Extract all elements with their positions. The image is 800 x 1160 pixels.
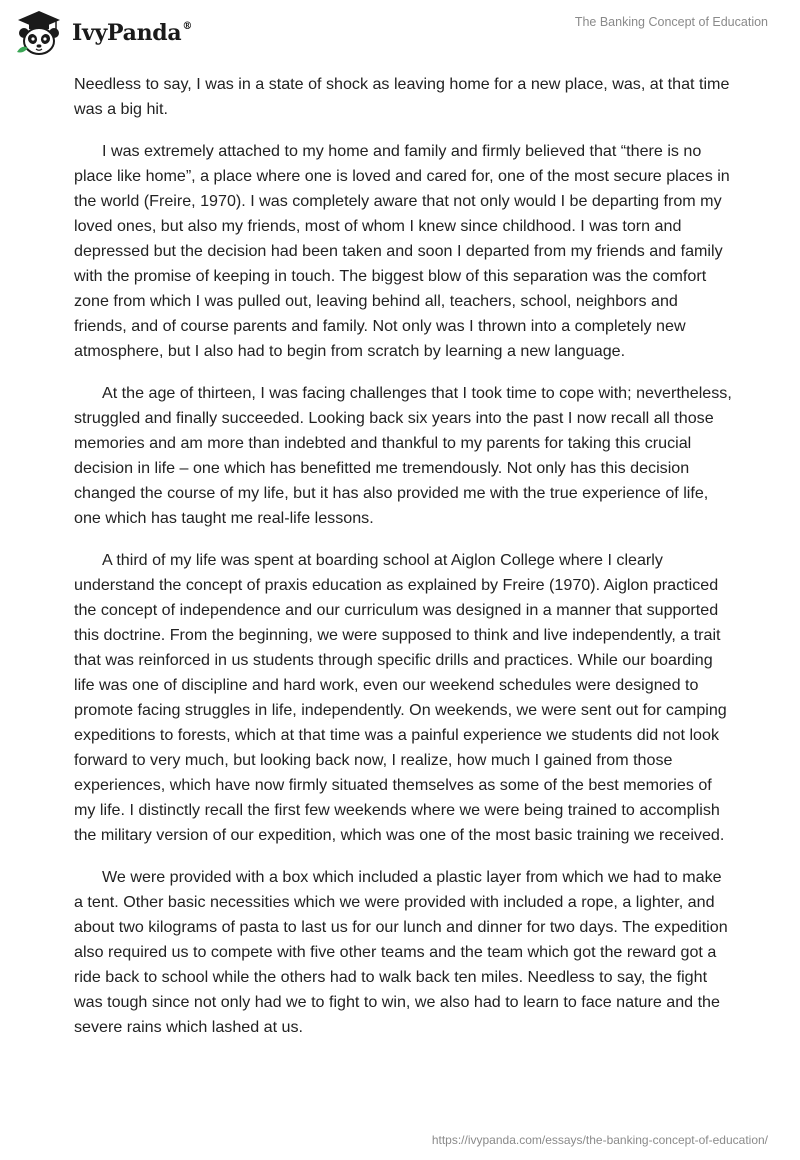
brand-name: IvyPanda® <box>72 20 193 46</box>
paragraph: Needless to say, I was in a state of shock as leaving home for a new place, was, at that time was a big hit. <box>74 75 730 118</box>
essay-body <box>74 72 734 1057</box>
logo[interactable] <box>14 8 192 58</box>
paragraph: A third of my life was spent at boarding school at Aiglon College where I clearly understand the concept of praxis education as explained by Freire (1970). Aiglon practiced the concept of independence and our curriculum was designed in a manner that supported this doctrine. From the beginning, we were supposed to think and live independently, a trait that was reinforced in us students through specific drills and practices. While our boarding life was one of discipline and hard work, even our weekend schedules were designed to promote facing struggles in life, independently. On weekends, we were sent out for camping expeditions to forests, which at that time was a painful experience we students did not look forward to very much, but looking back now, I realize, how much I gained from those experiences, which have now firmly situated themselves as some of the best memories of my life. I distinctly recall the first few weekends where we were being trained to accomplish the military version of our expedition, which was one of the most basic training we received. <box>74 551 727 844</box>
panda-graduate-icon <box>14 8 64 58</box>
source-url[interactable]: https://ivypanda.com/essays/the-banking-concept-of-education/ <box>431 1133 768 1147</box>
document-title: The Banking Concept of Education <box>574 15 768 29</box>
paragraph: At the age of thirteen, I was facing challenges that I took time to cope with; nevertheless, struggled and finally succeeded. Looking back six years into the past I now recall all those memories and am more than indebted and thankful to my parents for taking this crucial decision in life – one which has benefitted me tremendously. Not only has this decision changed the course of my life, but it has also provided me with the true experience of life, one which has taught me real-life lessons. <box>74 384 732 527</box>
registered-mark: ® <box>182 21 193 32</box>
paragraph: I was extremely attached to my home and family and firmly believed that “there is no place like home”, a place where one is loved and cared for, one of the most secure places in the world (Freire, 1970). I was completely aware that not only would I be departing from my loved ones, but also my friends, most of whom I knew since childhood. I was torn and depressed but the decision had been taken and soon I departed from my friends and family with the promise of keeping in touch. The biggest blow of this separation was the comfort zone from which I was pulled out, leaving behind all, teachers, school, neighbors and friends, and of course parents and family. Not only was I thrown into a completely new atmosphere, but I also had to begin from scratch by learning a new language. <box>74 142 730 360</box>
paragraph: We were provided with a box which included a plastic layer from which we had to make a tent. Other basic necessities which we were provided with included a rope, a lighter, and about two kilograms of pasta to last us for our lunch and dinner for two days. The expedition also required us to compete with five other teams and the team which got the reward got a ride back to school while the others had to walk back ten miles. Needless to say, the fight was tough since not only had we to fight to win, we also had to learn to face nature and the severe rains which lashed at us. <box>74 868 728 1036</box>
page-header <box>0 0 800 62</box>
